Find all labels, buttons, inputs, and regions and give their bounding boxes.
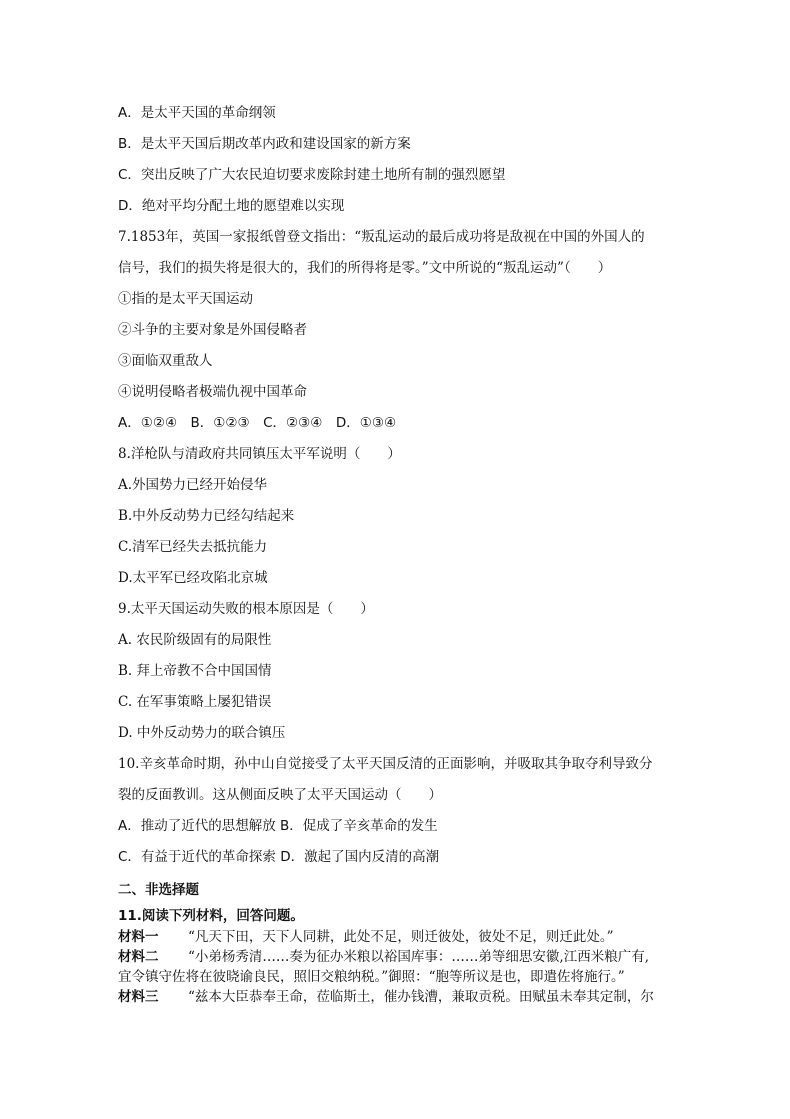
question-9: 9.太平天国运动失败的根本原因是（ ） [118,601,374,617]
option-6a: A．是太平天国的革命纲领 [118,105,276,121]
material-3 [118,988,654,1006]
material-2-label: 材料二 [118,949,159,965]
option-8a: A.外国势力已经开始侵华 [118,477,268,493]
option-6b: B．是太平天国后期改革内政和建设国家的新方案 [118,136,411,152]
option-9a: A. 农民阶级固有的局限性 [118,632,272,648]
material-2-text: “小弟杨秀清……奏为征办米粮以裕国库事：……弟等细思安徽,江西米粮广有, [188,949,649,965]
option-9b: B. 拜上帝教不合中国国情 [118,663,272,679]
statement-2: ②斗争的主要对象是外国侵略者 [118,322,307,338]
option-6c: C．突出反映了广大农民迫切要求废除封建土地所有制的强烈愿望 [118,167,506,183]
option-9c: C. 在军事策略上屡犯错误 [118,694,272,710]
question-7-line2: 信号，我们的损失将是很大的，我们的所得将是零。”文中所说的“叛乱运动”（ ） [118,260,612,276]
question-7-line1: 7.1853年，英国一家报纸曾登文指出：“叛乱运动的最后成功将是敌视在中国的外国人的 [118,229,645,245]
option-9d: D. 中外反动势力的联合镇压 [118,725,286,741]
section-title: 二、非选择题 [118,882,199,898]
material-2 [118,948,649,966]
option-8d: D.太平军已经攻陷北京城 [118,570,268,586]
question-10-line1: 10.辛亥革命时期，孙中山自觉接受了太平天国反清的正面影响，并吸取其争取夺利导致分 [118,756,653,772]
question-10-line2: 裂的反面教训。这从侧面反映了太平天国运动（ ） [118,787,442,803]
material-3-text: “兹本大臣恭奉王命，莅临斯土，催办钱漕，兼取贡税。田赋虽未奉其定制，尔 [188,989,654,1005]
option-8b: B.中外反动势力已经勾结起来 [118,508,295,524]
question-10-options-cd: C．有益于近代的革命探索 D．激起了国内反清的高潮 [118,849,440,865]
statement-3: ③面临双重敌人 [118,353,213,369]
question-7-options: A．①②④ B．①②③ C．②③④ D．①③④ [118,415,397,431]
question-10-options-ab: A．推动了近代的思想解放 B．促成了辛亥革命的发生 [118,818,438,834]
option-8c: C.清军已经失去抵抗能力 [118,539,268,555]
statement-1: ①指的是太平天国运动 [118,291,253,307]
material-3-label: 材料三 [118,989,159,1005]
option-6d: D．绝对平均分配土地的愿望难以实现 [118,198,345,214]
material-1 [118,928,614,946]
material-1-label: 材料一 [118,929,159,945]
material-1-text: “凡天下田，天下人同耕，此处不足，则迁彼处，彼处不足，则迁此处。” [188,929,614,945]
material-2-continued: 宜令镇守佐将在彼晓谕良民，照旧交粮纳税。”御照：“胞等所议是也，即遣佐将施行。” [118,969,625,985]
question-8: 8.洋枪队与清政府共同镇压太平军说明（ ） [118,446,401,462]
question-11-title: 11.阅读下列材料，回答问题。 [118,908,304,924]
statement-4: ④说明侵略者极端仇视中国革命 [118,384,307,400]
